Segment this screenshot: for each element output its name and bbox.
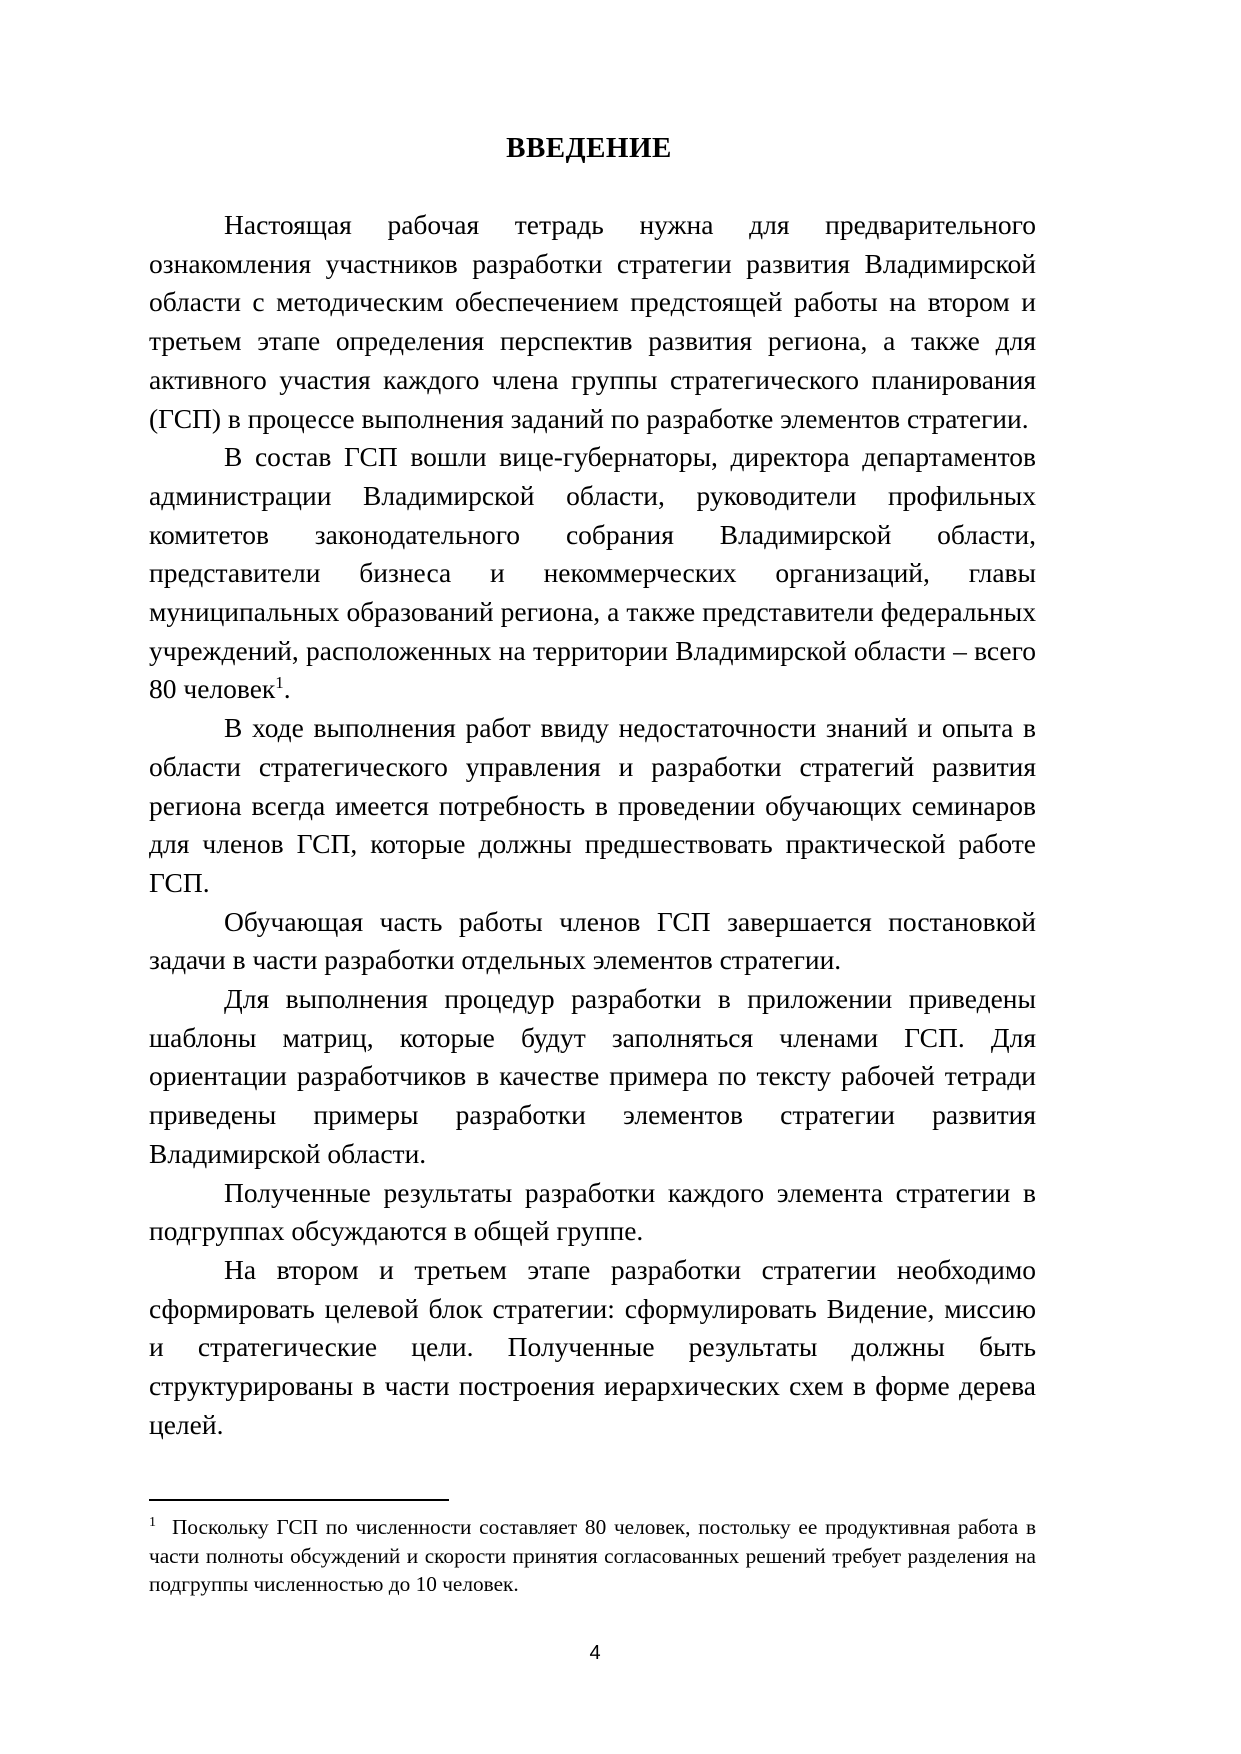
paragraph-6: Полученные результаты разработки каждого элемента стратегии в подгруппах обсуждаются в общей группе. [149,1176,1036,1247]
paragraph-3: В ходе выполнения работ ввиду недостаточности знаний и опыта в области стратегического управления и разработки стратегий развития региона всегда имеется потребность в проведении обучающих семинаров для членов ГСП, которые должны предшествовать практической работе ГСП. [149,712,1036,898]
footnote-marker: 1 [149,1514,156,1530]
body-text [149,206,1036,1445]
paragraph-2-text: В состав ГСП вошли вице-губернаторы, директора департаментов администрации Владимирской области, руководители профильных комитетов законодательного собрания Владимирской области, представители бизнеса и некоммерческих организаций, главы муниципальных образований региона, а также представители федеральных учреждений, расположенных на территории Владимирской области – всего 80 человек [149,441,1036,705]
footnote [149,1513,1036,1599]
section-title: ВВЕДЕНИЕ [506,132,672,164]
footnote-separator [149,1499,449,1501]
page-number: 4 [589,1642,601,1664]
paragraph-5: Для выполнения процедур разработки в приложении приведены шаблоны матриц, которые будут заполняться членами ГСП. Для ориентации разработчиков в качестве примера по тексту рабочей тетради приведены примеры разработки элементов стратегии развития Владимирской области. [149,983,1036,1169]
paragraph-2-end: . [283,673,291,705]
paragraph-7: На втором и третьем этапе разработки стратегии необходимо сформировать целевой блок стратегии: сформулировать Видение, миссию и стратегические цели. Полученные результаты должны быть структурированы в части построения иерархических схем в форме дерева целей. [149,1253,1036,1440]
paragraph-1: Настоящая рабочая тетрадь нужна для предварительного ознакомления участников разработки стратегии развития Владимирской области с методическим обеспечением предстоящей работы на втором и третьем этапе определения перспектив развития региона, а также для активного участия каждого члена группы стратегического планирования (ГСП) в процессе выполнения заданий по разработке элементов стратегии. [149,209,1036,434]
paragraph-2 [149,438,1036,709]
footnote-text: Поскольку ГСП по численности составляет 80 человек, постольку ее продуктивная работа в части полноты обсуждений и скорости принятия согласованных решений требует разделения на подгруппы численностью до 10 человек. [149,1515,1036,1596]
paragraph-4: Обучающая часть работы членов ГСП завершается постановкой задачи в части разработки отдельных элементов стратегии. [149,905,1036,976]
footnote-reference: 1 [275,673,284,693]
